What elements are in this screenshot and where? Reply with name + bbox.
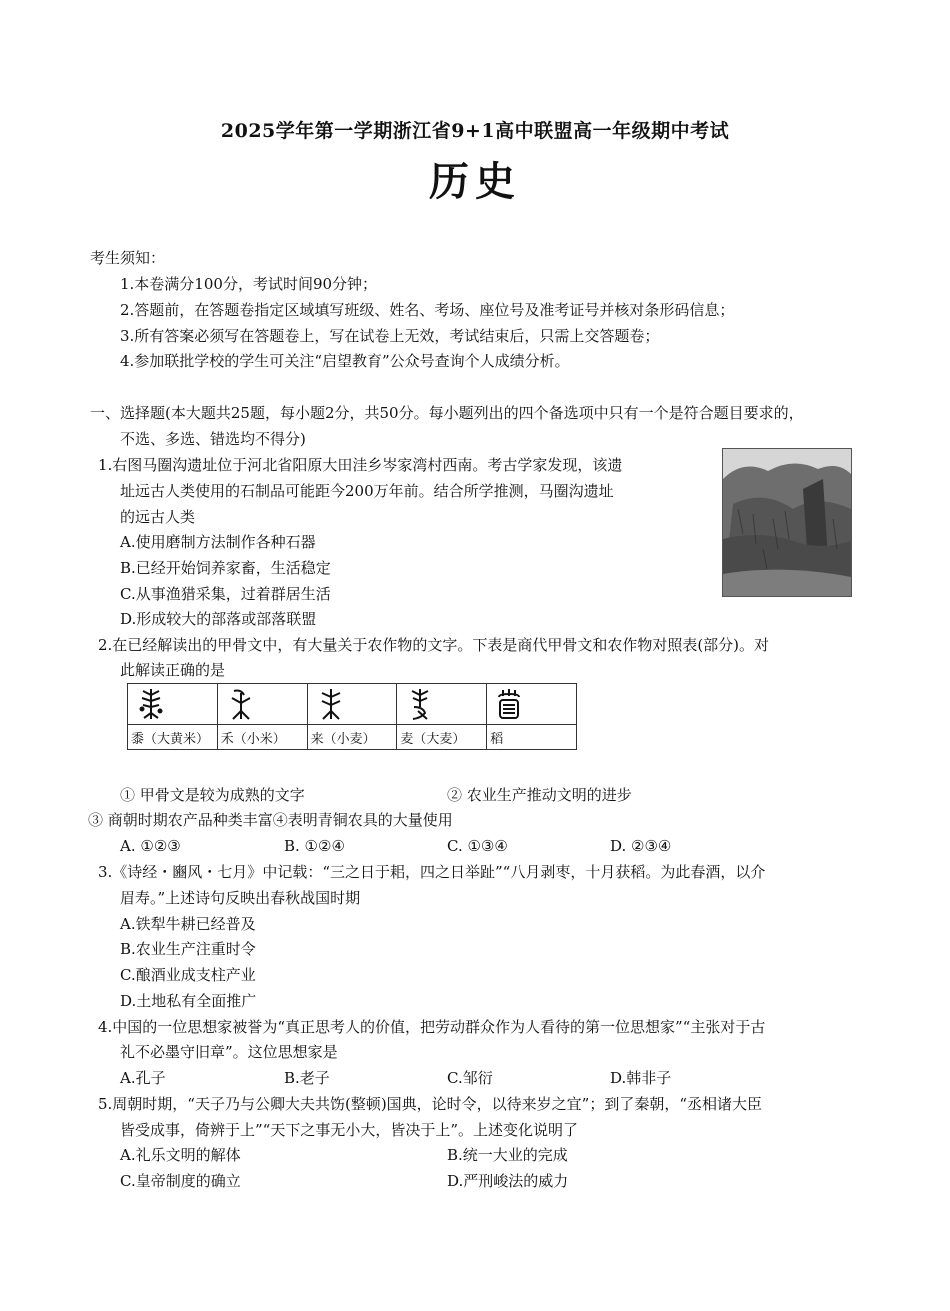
q5-stem: 5.周朝时期，“天子乃与公卿大夫共饬(整顿)国典，论时令，以待来岁之宜”；到了秦朝，“丞相诸大臣 [98,1095,763,1113]
q2-option-b: B. ①②④ [284,837,345,855]
q3-option-d: D.土地私有全面推广 [120,992,257,1010]
q4-stem: 礼不必墨守旧章”。这位思想家是 [120,1043,338,1061]
q1-stem: 1.右图马圈沟遗址位于河北省阳原大田洼乡岑家湾村西南。考古学家发现，该遗 [98,456,623,474]
table-label: 禾（小米） [217,725,307,750]
q2-stem: 2.在已经解读出的甲骨文中，有大量关于农作物的文字。下表是商代甲骨文和农作物对照表(部分)。对 [98,636,770,654]
q1-option-c: C.从事渔猎采集，过着群居生活 [120,585,331,603]
notice-item: 3.所有答案必须写在答题卷上，写在试卷上无效，考试结束后，只需上交答题卷； [120,327,660,345]
q1-stem: 址远古人类使用的石制品可能距今200万年前。结合所学推测，马圈沟遗址 [120,482,614,500]
q2-option-c: C. ①③④ [447,837,508,855]
q3-stem: 眉寿。”上述诗句反映出春秋战国时期 [120,889,361,907]
q4-option-c: C.邹衍 [447,1069,493,1087]
q2-stem: 此解读正确的是 [120,661,226,679]
q2-option-a: A. ①②③ [120,837,181,855]
section-heading-cont: 不选、多选、错选均不得分) [120,430,306,448]
table-label: 麦（大麦） [397,725,487,750]
q4-option-b: B.老子 [284,1069,330,1087]
q5-option-d: D.严刑峻法的威力 [447,1172,569,1190]
q4-option-d: D.韩非子 [610,1069,672,1087]
oracle-glyph-dao [487,684,577,725]
notice-item: 2.答题前，在答题卷指定区域填写班级、姓名、考场、座位号及准考证号并核对条形码信息； [120,301,735,319]
q4-option-a: A.孔子 [120,1069,166,1087]
oracle-glyph-mai [397,684,487,725]
q5-option-b: B.统一大业的完成 [447,1146,568,1164]
q3-stem: 3.《诗经・豳风・七月》中记载：“三之日于耜，四之日举趾”“八月剥枣，十月获稻。为此春酒，以介 [98,863,766,881]
q2-statement-2: ② 农业生产推动文明的进步 [447,786,632,804]
q2-statement-1: ① 甲骨文是较为成熟的文字 [120,786,305,804]
q2-option-d: D. ②③④ [610,837,672,855]
q1-option-a: A.使用磨制方法制作各种石器 [120,533,316,551]
q5-stem: 皆受成事，倚辨于上”“天下之事无小大，皆决于上”。上述变化说明了 [120,1121,579,1139]
q3-option-b: B.农业生产注重时令 [120,940,256,958]
q3-option-a: A.铁犁牛耕已经普及 [120,915,256,933]
q2-statement-3: ③ 商朝时期农产品种类丰富④表明青铜农具的大量使用 [88,811,453,829]
table-label: 黍（大黄米） [128,725,218,750]
q1-stem: 的远古人类 [120,508,196,526]
q4-stem: 4.中国的一位思想家被誉为“真正思考人的价值，把劳动群众作为人看待的第一位思想家”“主张对于古 [98,1018,766,1036]
subject-title: 历史 [429,158,521,205]
q5-option-c: C.皇帝制度的确立 [120,1172,241,1190]
q1-option-d: D.形成较大的部落或部落联盟 [120,610,317,628]
oracle-glyph-shu [128,684,218,725]
page-title: 2025学年第一学期浙江省9+1高中联盟高一年级期中考试 [220,120,730,142]
q1-option-b: B.已经开始饲养家畜，生活稳定 [120,559,331,577]
table-label: 稻 [487,725,577,750]
section-heading: 一、选择题(本大题共25题，每小题2分，共50分。每小题列出的四个备选项中只有一个是符合题目要求的， [90,404,804,422]
oracle-bone-table [127,683,577,750]
notice-heading: 考生须知： [90,249,166,267]
notice-item: 4.参加联批学校的学生可关注“启望教育”公众号查询个人成绩分析。 [120,352,570,370]
q3-option-c: C.酿酒业成支柱产业 [120,966,256,984]
notice-item: 1.本卷满分100分，考试时间90分钟； [120,275,378,293]
table-label: 来（小麦） [307,725,397,750]
q5-option-a: A.礼乐文明的解体 [120,1146,241,1164]
oracle-glyph-he [217,684,307,725]
oracle-glyph-lai [307,684,397,725]
site-photo [722,448,852,597]
